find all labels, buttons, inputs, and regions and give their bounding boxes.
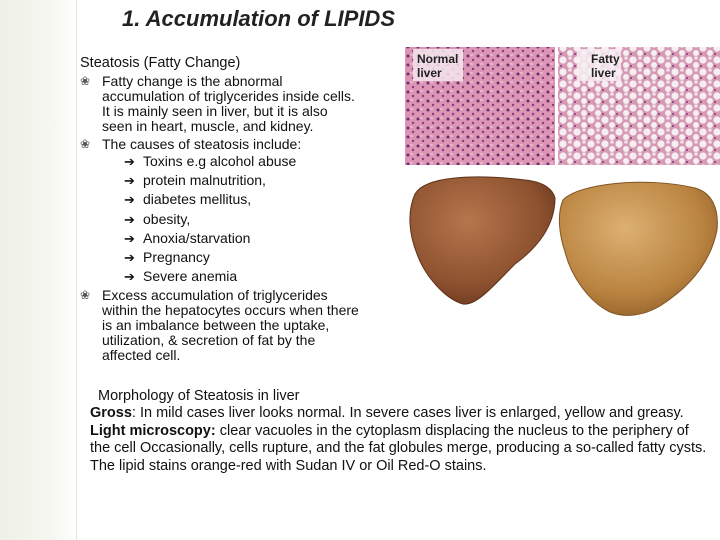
cause-text: Pregnancy [143,248,210,265]
mechanism-line: affected cell. [102,347,181,364]
mechanism-line: is an imbalance between the uptake, [102,317,330,334]
cause-item [80,210,400,229]
cause-text: obesity, [143,210,191,227]
cause-item [80,152,400,171]
bullet-mechanism [80,288,400,363]
morphology-description [90,405,712,475]
liver-figure-svg [405,44,720,318]
causes-intro: The causes of steatosis include: [102,136,302,152]
liver-comparison-figure [405,44,720,318]
cause-item [80,171,400,190]
definition-line: seen in heart, muscle, and kidney. [102,118,314,134]
micro-text: clear vacuoles in the cytoplasm displacing the nucleus to the periphery of the cell Occasionally, cells rupture, and the fat globules merge, producing a so-called fatty cysts. The lipid stains orange-red with Sudan IV or Oil Red-O stains. [90,422,707,474]
mechanism-line: within the hepatocytes occurs when there [102,302,359,319]
causes-list [80,152,400,286]
morphology-title: Morphology of Steatosis in liver [98,388,300,404]
definition-line: Fatty change is the abnormal [102,73,283,89]
cause-text: Toxins e.g alcohol abuse [143,153,297,169]
arrow-bullet-icon: ➔ [124,230,135,246]
cause-text: Anoxia/starvation [143,229,251,246]
cause-item [80,267,400,286]
cause-text: diabetes mellitus, [143,191,252,208]
mechanism-line: Excess accumulation of triglycerides [102,287,328,304]
bullet-causes [80,137,400,152]
bullet-icon: ❀ [80,288,91,303]
arrow-bullet-icon: ➔ [124,269,135,285]
arrow-bullet-icon: ➔ [124,154,135,169]
bullet-definition [80,74,400,134]
fatty-label-line2: liver [591,66,616,80]
bullet-icon: ❀ [80,74,91,88]
micro-label: Light microscopy: [90,422,216,439]
gross-text: : In mild cases liver looks normal. In severe cases liver is enlarged, yellow and greasy. [131,405,684,421]
arrow-bullet-icon: ➔ [124,249,135,265]
cause-text: protein malnutrition, [143,172,266,189]
fatty-liver-gross [559,182,717,315]
cause-item [80,248,400,267]
cause-text: Severe anemia [143,268,238,285]
normal-label-line2: liver [417,66,442,80]
slide-title: 1. Accumulation of LIPIDS [122,6,395,31]
definition-line: It is mainly seen in liver, but it is also [102,103,328,119]
arrow-bullet-icon: ➔ [124,173,135,189]
cause-item [80,190,400,209]
gross-label: Gross [90,405,132,421]
bullet-icon: ❀ [80,137,91,151]
normal-label-line1: Normal [417,52,459,66]
side-decor-band [0,0,77,540]
steatosis-text-block [80,56,400,363]
section-heading: Steatosis (Fatty Change) [80,55,241,71]
arrow-bullet-icon: ➔ [124,211,135,227]
definition-line: accumulation of triglycerides inside cells. [102,88,355,104]
fatty-label-line1: Fatty [591,52,620,66]
normal-liver-gross [410,177,555,304]
cause-item [80,229,400,248]
arrow-bullet-icon: ➔ [124,192,135,208]
mechanism-line: utilization, & secretion of fat by the [102,332,316,349]
